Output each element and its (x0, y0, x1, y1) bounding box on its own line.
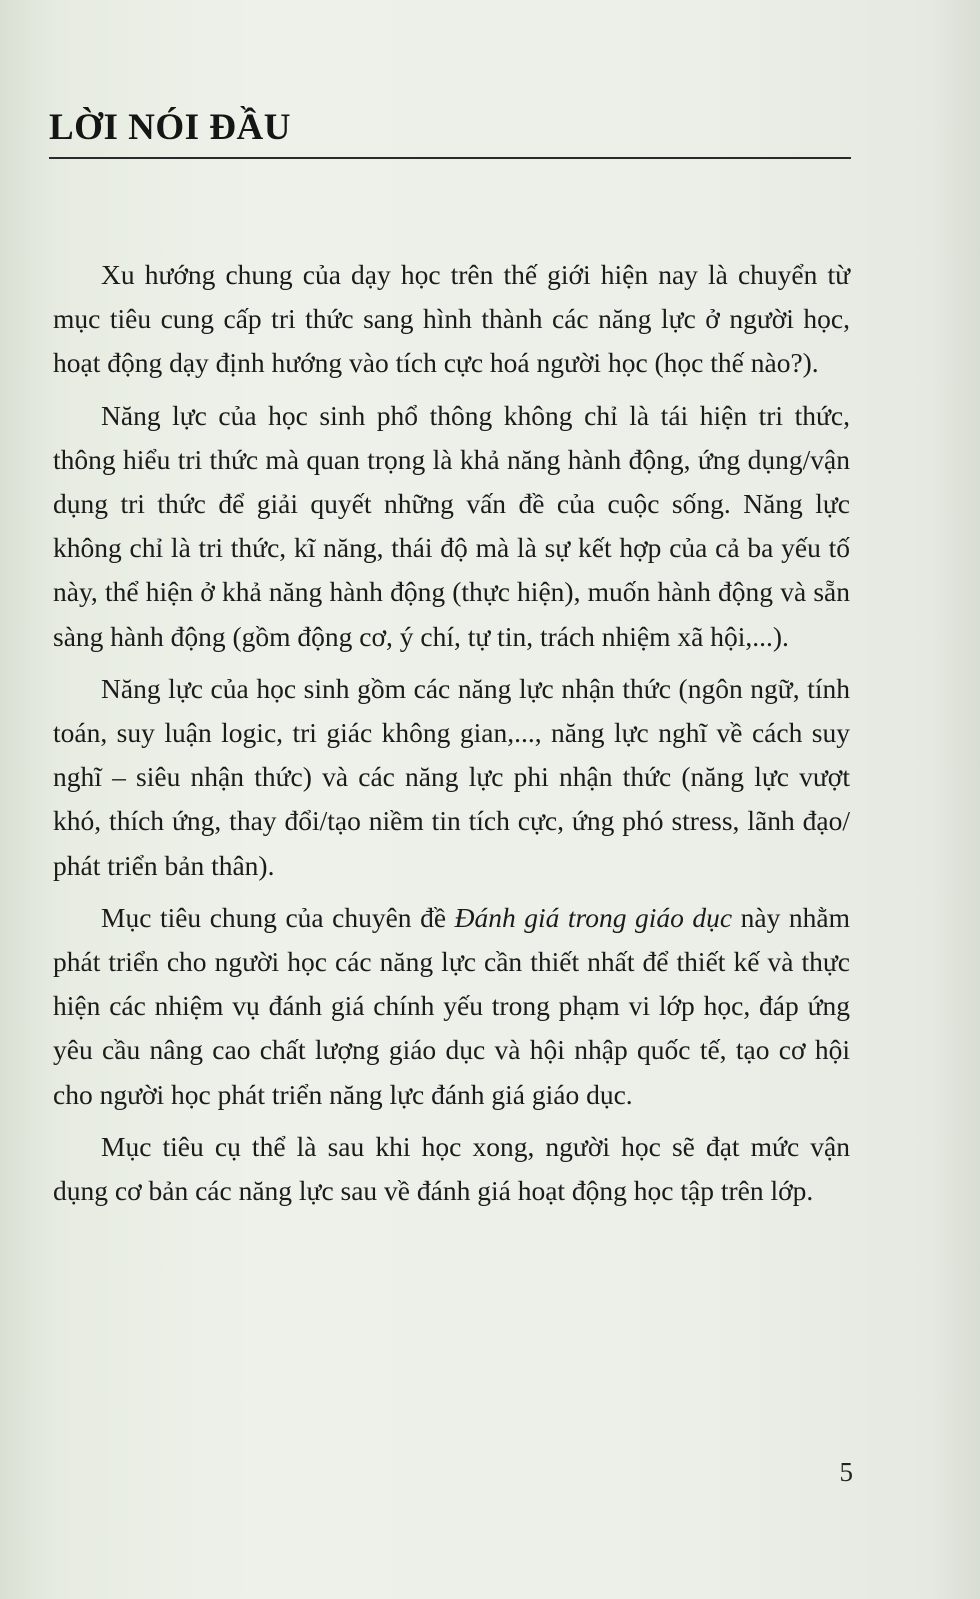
course-title: Đánh giá trong giáo dục (454, 901, 733, 933)
page-number: 5 (839, 1457, 853, 1487)
paragraph-5: Mục tiêu cụ thể là sau khi học xong, người học sẽ đạt mức vận dụng cơ bản các năng lực sau về đánh giá hoạt động học tập trên lớp. (53, 1130, 850, 1207)
page-heading: LỜI NÓI ĐẦU (49, 107, 291, 148)
heading-rule (49, 157, 851, 159)
paragraph-4-start: Mục tiêu chung của chuyên đề (101, 901, 455, 933)
body-text (53, 253, 850, 1221)
paragraph-4-end: này nhằm phát triển cho người học các năng lực cần thiết nhất để thiết kế và thực hiện các nhiệm vụ đánh giá chính yếu trong phạm vi lớp học, đáp ứng yêu cầu nâng cao chất lượng giáo dục và hội nhập quốc tế, tạo cơ hội cho người học phát triển năng lực đánh giá giáo dục. (53, 901, 850, 1110)
paragraph-1: Xu hướng chung của dạy học trên thế giới hiện nay là chuyển từ mục tiêu cung cấp tri thức sang hình thành các năng lực ở người học, hoạt động dạy định hướng vào tích cực hoá người học (học thế nào?). (53, 259, 850, 379)
paragraph-4 (53, 896, 850, 1117)
paragraph-3: Năng lực của học sinh gồm các năng lực nhận thức (ngôn ngữ, tính toán, suy luận logic, tri giác không gian,..., năng lực nghĩ về cách suy nghĩ – siêu nhận thức) và các năng lực phi nhận thức (năng lực vượt khó, thích ứng, thay đổi/tạo niềm tin tích cực, ứng phó stress, lãnh đạo/ phát triển bản thân). (53, 672, 850, 881)
paragraph-2: Năng lực của học sinh phổ thông không chỉ là tái hiện tri thức, thông hiểu tri thức mà quan trọng là khả năng hành động, ứng dụng/vận dụng tri thức để giải quyết những vấn đề của cuộc sống. Năng lực không chỉ là tri thức, kĩ năng, thái độ mà là sự kết hợp của cả ba yếu tố này, thể hiện ở khả năng hành động (thực hiện), muốn hành động và sẵn sàng hành động (gồm động cơ, ý chí, tự tin, trách nhiệm xã hội,...). (53, 399, 850, 652)
